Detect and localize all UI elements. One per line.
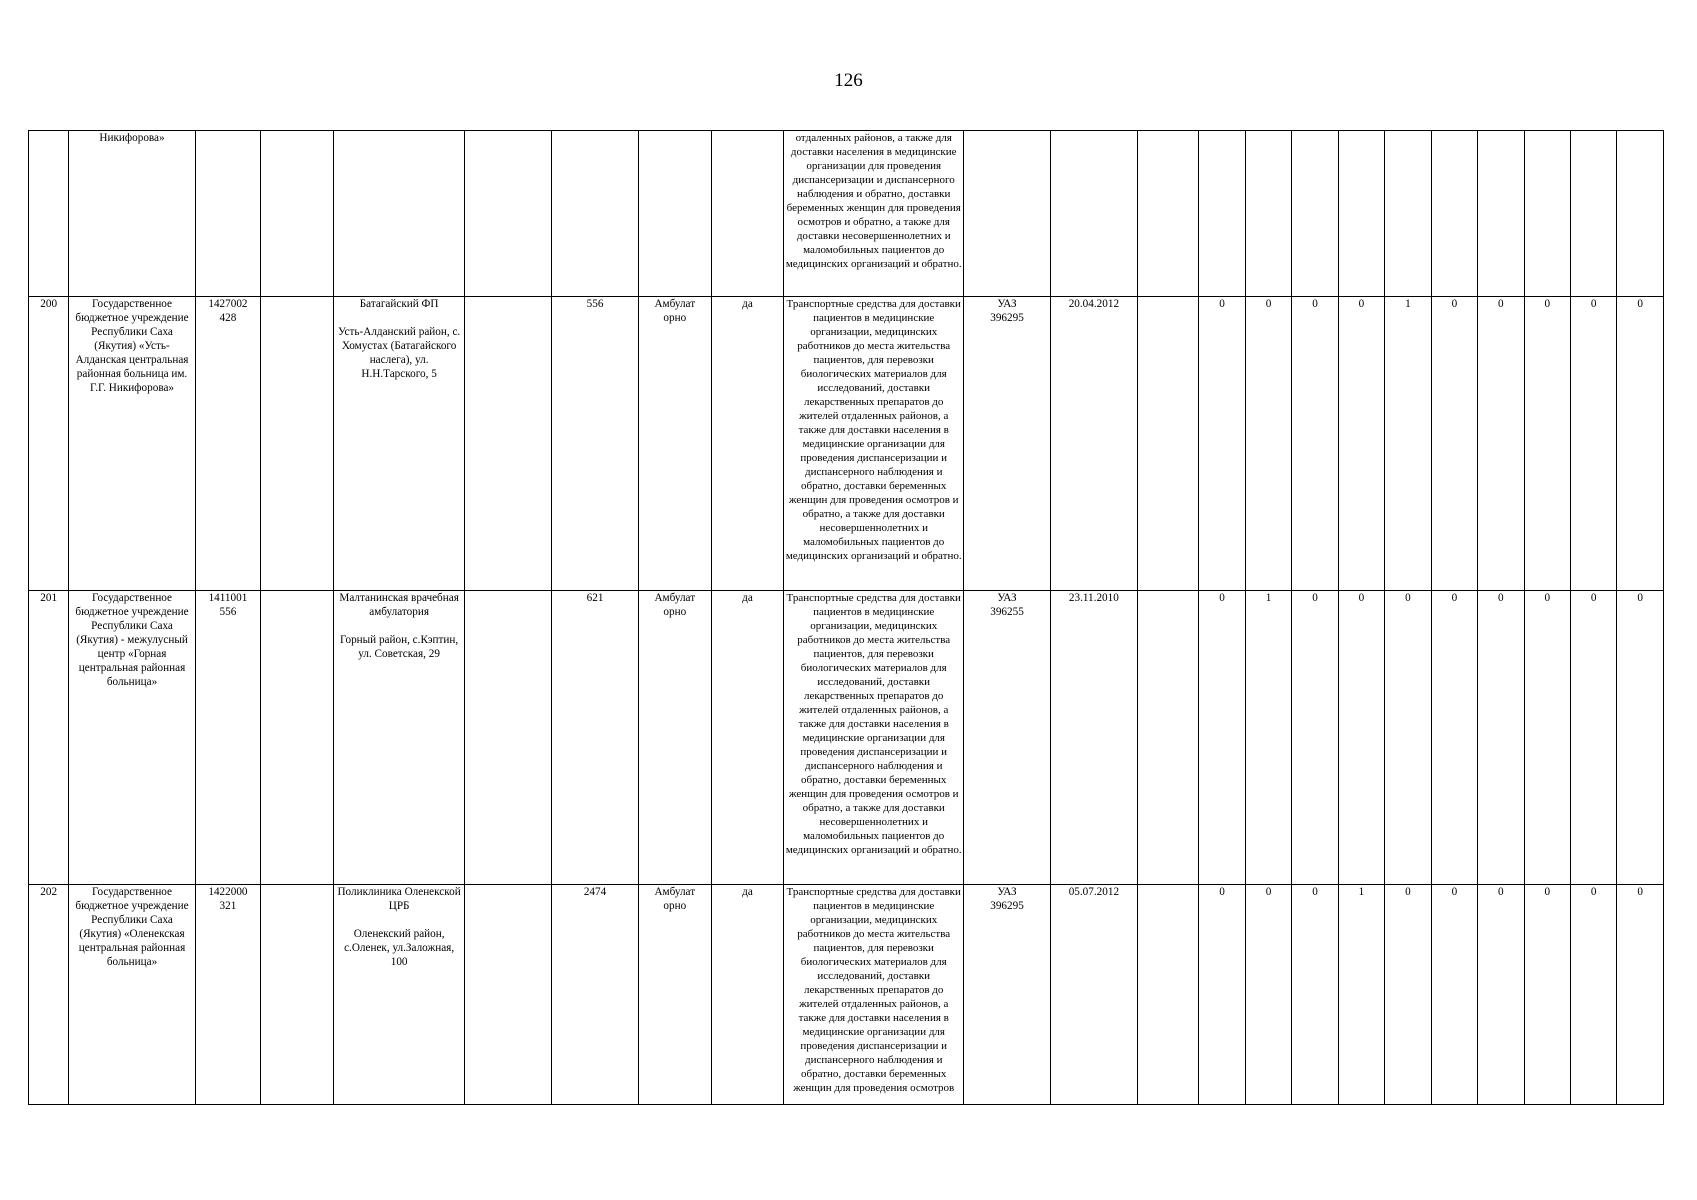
care-form-cell: Амбулат орно bbox=[638, 885, 711, 1105]
quantity-cell: 0 bbox=[1617, 297, 1664, 591]
facility-cell bbox=[333, 297, 464, 591]
empty-cell bbox=[261, 297, 334, 591]
quantity-cell bbox=[1292, 131, 1338, 297]
flag-cell: да bbox=[711, 591, 784, 885]
row-number-cell bbox=[29, 131, 69, 297]
page-number: 126 bbox=[834, 70, 863, 91]
empty-cell bbox=[465, 885, 552, 1105]
quantity-cell: 0 bbox=[1571, 885, 1617, 1105]
empty-cell bbox=[465, 591, 552, 885]
quantity-cell bbox=[1431, 131, 1477, 297]
quantity-cell: 0 bbox=[1478, 885, 1524, 1105]
quantity-cell: 0 bbox=[1617, 591, 1664, 885]
flag-cell: да bbox=[711, 885, 784, 1105]
quantity-cell: 0 bbox=[1292, 297, 1338, 591]
empty-cell bbox=[465, 131, 552, 297]
quantity-cell bbox=[1245, 131, 1291, 297]
quantity-cell: 0 bbox=[1478, 591, 1524, 885]
facility-cell bbox=[333, 131, 464, 297]
flag-cell bbox=[711, 131, 784, 297]
quantity-cell bbox=[1617, 131, 1664, 297]
facility-address: Горный район, с.Кэптин, ул. Советская, 29 bbox=[340, 634, 459, 660]
facility-address: Усть-Алданский район, с. Хомустах (Батагайского наслега), ул. Н.Н.Тарского, 5 bbox=[337, 326, 461, 380]
quantity-cell bbox=[1199, 131, 1245, 297]
table-row bbox=[29, 131, 1664, 297]
inn-cell: 1411001 556 bbox=[195, 591, 261, 885]
empty-cell bbox=[261, 131, 334, 297]
quantity-cell: 0 bbox=[1338, 297, 1384, 591]
empty-cell bbox=[1137, 885, 1199, 1105]
quantity-cell: 0 bbox=[1571, 591, 1617, 885]
quantity-cell: 0 bbox=[1199, 591, 1245, 885]
vehicle-cell bbox=[964, 131, 1051, 297]
quantity-cell: 1 bbox=[1245, 591, 1291, 885]
organization-cell: Никифорова» bbox=[69, 131, 195, 297]
quantity-cell: 0 bbox=[1524, 297, 1570, 591]
quantity-cell: 1 bbox=[1338, 885, 1384, 1105]
purpose-cell: Транспортные средства для доставки пациентов в медицинские организации, медицинских работников до места жительства пациентов, для перевозки биологических материалов для исследований, доставки лекарственных препаратов до жителей отдаленных районов, а также для доставки населения в медицинские организации для проведения диспансеризации и диспансерного наблюдения и обратно, доставки беременных женщин для проведения осмотров bbox=[784, 885, 964, 1105]
quantity-cell: 0 bbox=[1292, 885, 1338, 1105]
quantity-cell: 0 bbox=[1292, 591, 1338, 885]
quantity-cell: 0 bbox=[1431, 591, 1477, 885]
empty-cell bbox=[1137, 131, 1199, 297]
quantity-cell bbox=[1478, 131, 1524, 297]
quantity-cell: 0 bbox=[1524, 591, 1570, 885]
quantity-cell bbox=[1338, 131, 1384, 297]
facility-cell bbox=[333, 591, 464, 885]
organization-cell: Государственное бюджетное учреждение Республики Саха (Якутия) - межулусный центр «Горная центральная районная больница» bbox=[69, 591, 195, 885]
empty-cell bbox=[465, 297, 552, 591]
empty-cell bbox=[1137, 591, 1199, 885]
row-number-cell: 201 bbox=[29, 591, 69, 885]
table-row bbox=[29, 297, 1664, 591]
care-form-cell: Амбулат орно bbox=[638, 591, 711, 885]
inn-cell: 1427002 428 bbox=[195, 297, 261, 591]
row-number-cell: 200 bbox=[29, 297, 69, 591]
quantity-cell bbox=[1524, 131, 1570, 297]
inn-cell bbox=[195, 131, 261, 297]
quantity-cell: 0 bbox=[1199, 297, 1245, 591]
vehicle-cell: УАЗ 396255 bbox=[964, 591, 1051, 885]
flag-cell: да bbox=[711, 297, 784, 591]
row-number-cell: 202 bbox=[29, 885, 69, 1105]
date-cell bbox=[1050, 131, 1137, 297]
facility-name: Малтанинская врачебная амбулатория bbox=[339, 592, 459, 618]
spacer bbox=[335, 311, 463, 325]
quantity-cell: 0 bbox=[1431, 885, 1477, 1105]
table-row bbox=[29, 591, 1664, 885]
quantity-cell: 0 bbox=[1524, 885, 1570, 1105]
purpose-cell: Транспортные средства для доставки пациентов в медицинские организации, медицинских работников до места жительства пациентов, для перевозки биологических материалов для исследований, доставки лекарственных препаратов до жителей отдаленных районов, а также для доставки населения в медицинские организации для проведения диспансеризации и диспансерного наблюдения и обратно, доставки беременных женщин для проведения осмотров и обратно, а также для доставки несовершеннолетних и маломобильных пациентов до медицинских организаций и обратно. bbox=[784, 591, 964, 885]
quantity-cell: 0 bbox=[1338, 591, 1384, 885]
quantity-cell: 0 bbox=[1385, 885, 1431, 1105]
vehicle-cell: УАЗ 396295 bbox=[964, 885, 1051, 1105]
empty-cell bbox=[261, 591, 334, 885]
facility-name: Поликлиника Оленекской ЦРБ bbox=[337, 886, 461, 912]
date-cell: 20.04.2012 bbox=[1050, 297, 1137, 591]
quantity-cell: 0 bbox=[1478, 297, 1524, 591]
population-cell: 2474 bbox=[552, 885, 639, 1105]
facility-address: Оленекский район, с.Оленек, ул.Заложная, 100 bbox=[344, 928, 455, 968]
purpose-cell: отдаленных районов, а также для доставки населения в медицинские организации для проведения диспансеризации и диспансерного наблюдения и обратно, доставки беременных женщин для проведения осмотров и обратно, а также для доставки несовершеннолетних и маломобильных пациентов до медицинских организаций и обратно. bbox=[784, 131, 964, 297]
facility-name: Батагайский ФП bbox=[359, 298, 439, 310]
quantity-cell bbox=[1385, 131, 1431, 297]
purpose-cell: Транспортные средства для доставки пациентов в медицинские организации, медицинских работников до места жительства пациентов, для перевозки биологических материалов для исследований, доставки лекарственных препаратов до жителей отдаленных районов, а также для доставки населения в медицинские организации для проведения диспансеризации и диспансерного наблюдения и обратно, доставки беременных женщин для проведения осмотров и обратно, а также для доставки несовершеннолетних и маломобильных пациентов до медицинских организаций и обратно. bbox=[784, 297, 964, 591]
empty-cell bbox=[1137, 297, 1199, 591]
population-cell: 621 bbox=[552, 591, 639, 885]
care-form-cell bbox=[638, 131, 711, 297]
population-cell bbox=[552, 131, 639, 297]
population-cell: 556 bbox=[552, 297, 639, 591]
quantity-cell: 0 bbox=[1199, 885, 1245, 1105]
quantity-cell bbox=[1571, 131, 1617, 297]
registry-table bbox=[28, 130, 1664, 1105]
quantity-cell: 0 bbox=[1571, 297, 1617, 591]
quantity-cell: 0 bbox=[1385, 591, 1431, 885]
quantity-cell: 0 bbox=[1431, 297, 1477, 591]
empty-cell bbox=[261, 885, 334, 1105]
care-form-cell: Амбулат орно bbox=[638, 297, 711, 591]
quantity-cell: 0 bbox=[1245, 885, 1291, 1105]
quantity-cell: 1 bbox=[1385, 297, 1431, 591]
quantity-cell: 0 bbox=[1617, 885, 1664, 1105]
inn-cell: 1422000 321 bbox=[195, 885, 261, 1105]
organization-cell: Государственное бюджетное учреждение Республики Саха (Якутия) «Оленекская центральная районная больница» bbox=[69, 885, 195, 1105]
date-cell: 05.07.2012 bbox=[1050, 885, 1137, 1105]
date-cell: 23.11.2010 bbox=[1050, 591, 1137, 885]
facility-cell bbox=[333, 885, 464, 1105]
table-row bbox=[29, 885, 1664, 1105]
spacer bbox=[335, 913, 463, 927]
vehicle-cell: УАЗ 396295 bbox=[964, 297, 1051, 591]
quantity-cell: 0 bbox=[1245, 297, 1291, 591]
spacer bbox=[335, 619, 463, 633]
organization-cell: Государственное бюджетное учреждение Республики Саха (Якутия) «Усть-Алданская центральная районная больница им. Г.Г. Никифорова» bbox=[69, 297, 195, 591]
